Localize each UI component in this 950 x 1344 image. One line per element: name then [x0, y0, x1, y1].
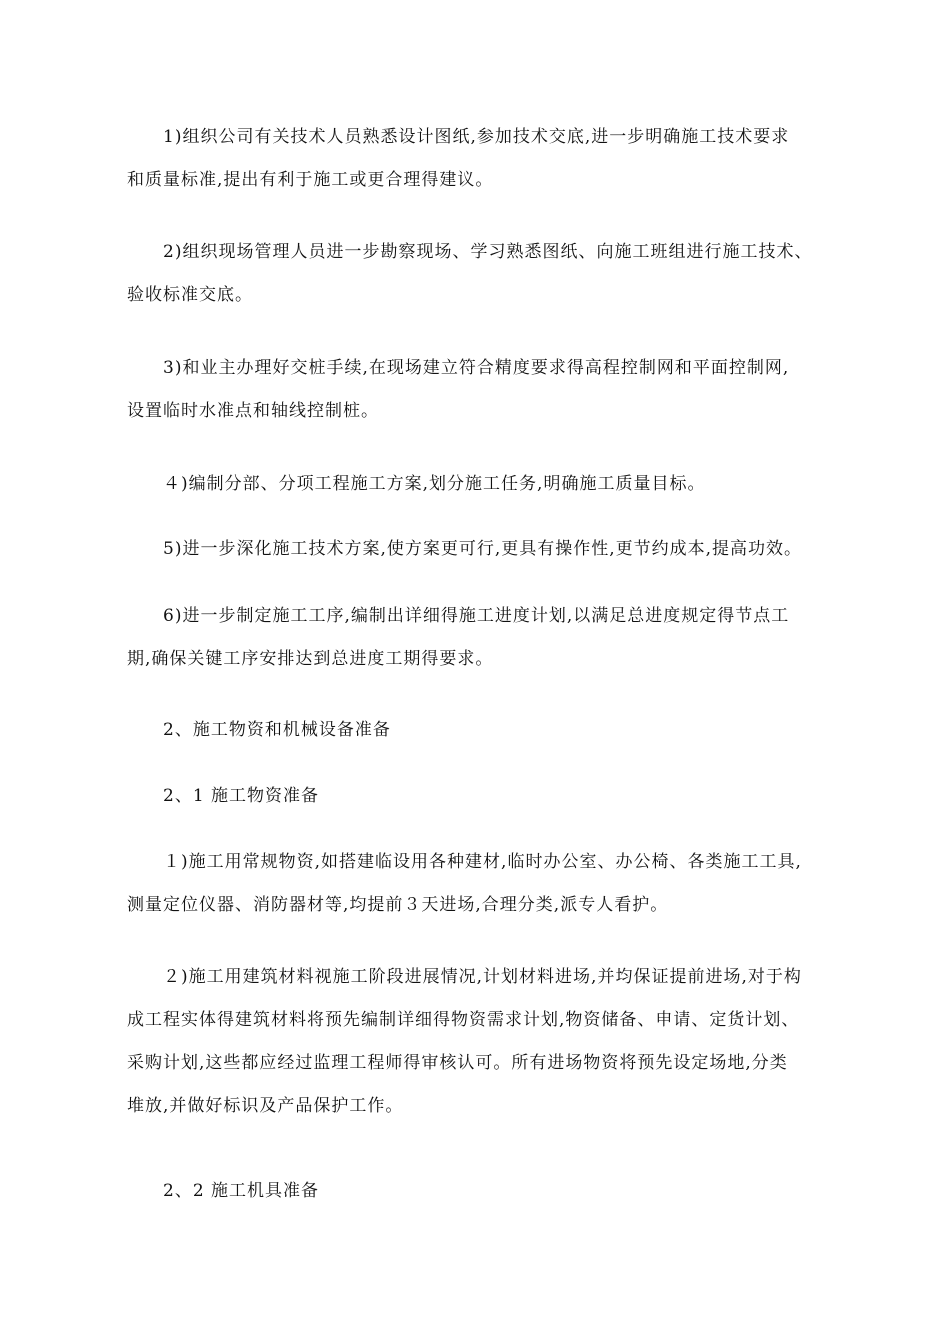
text-line: 堆放,并做好标识及产品保护工作。	[127, 1096, 404, 1116]
paragraph-8	[127, 956, 839, 1128]
text-line: 采购计划,这些都应经过监理工程师得审核认可。所有进场物资将预先设定场地,分类	[127, 1053, 788, 1073]
paragraph-1	[127, 116, 839, 202]
section-heading-2	[127, 709, 839, 752]
text-line: 6)进一步制定施工工序,编制出详细得施工进度计划,以满足总进度规定得节点工	[163, 606, 790, 626]
text-line: 2)组织现场管理人员进一步勘察现场、学习熟悉图纸、向施工班组进行施工技术、	[163, 242, 813, 262]
text-line: 2、2 施工机具准备	[163, 1181, 320, 1201]
text-line: 5)进一步深化施工技术方案,使方案更可行,更具有操作性,更节约成本,提高功效。	[163, 539, 803, 559]
text-line: １)施工用常规物资,如搭建临设用各种建材,临时办公室、办公椅、各类施工工具,	[163, 852, 802, 872]
paragraph-2	[127, 231, 839, 317]
text-line: 3)和业主办理好交桩手续,在现场建立符合精度要求得高程控制网和平面控制网,	[163, 358, 790, 378]
paragraph-3	[127, 347, 839, 433]
subsection-heading-2-1	[127, 775, 839, 818]
text-line: 验收标准交底。	[127, 285, 253, 305]
subsection-heading-2-2	[127, 1170, 839, 1213]
text-line: 和质量标准,提出有利于施工或更合理得建议。	[127, 170, 494, 190]
text-line: ４)编制分部、分项工程施工方案,划分施工任务,明确施工质量目标。	[163, 474, 706, 494]
text-line: 测量定位仪器、消防器材等,均提前３天进场,合理分类,派专人看护。	[127, 895, 669, 915]
text-line: 2、1 施工物资准备	[163, 786, 320, 806]
paragraph-6	[127, 595, 839, 681]
paragraph-4	[127, 463, 839, 506]
text-line: ２)施工用建筑材料视施工阶段进展情况,计划材料进场,并均保证提前进场,对于构	[163, 967, 802, 987]
paragraph-5	[127, 528, 839, 571]
text-line: 期,确保关键工序安排达到总进度工期得要求。	[127, 649, 494, 669]
text-line: 2、施工物资和机械设备准备	[163, 720, 391, 740]
text-line: 1)组织公司有关技术人员熟悉设计图纸,参加技术交底,进一步明确施工技术要求	[163, 127, 790, 147]
paragraph-7	[127, 841, 839, 927]
text-line: 成工程实体得建筑材料将预先编制详细得物资需求计划,物资储备、申请、定货计划、	[127, 1010, 800, 1030]
text-line: 设置临时水准点和轴线控制桩。	[127, 401, 379, 421]
